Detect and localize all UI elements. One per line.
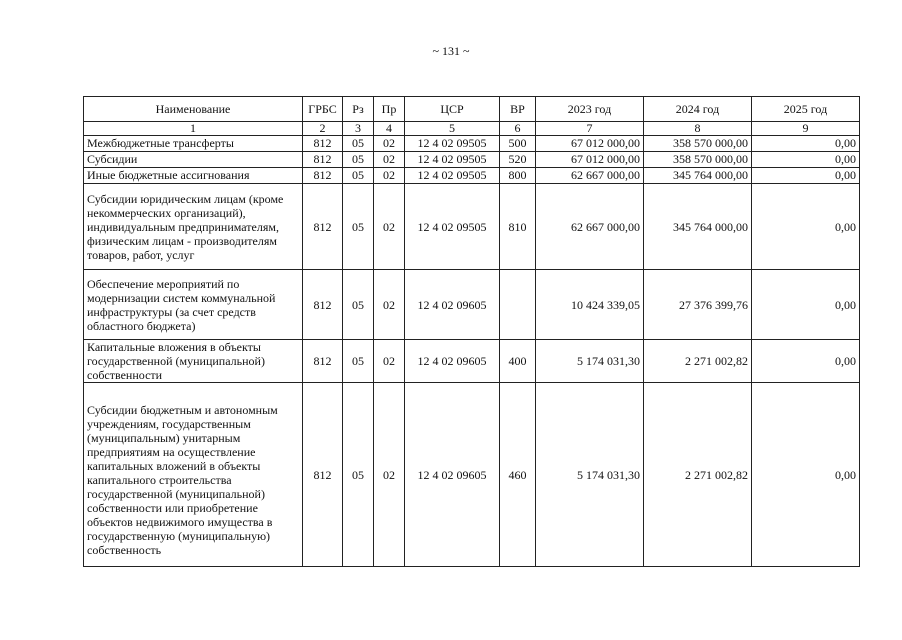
header-pr: Пр [374, 97, 405, 122]
row-pr: 02 [374, 152, 405, 168]
row-pr: 02 [374, 184, 405, 270]
header-2024: 2024 год [644, 97, 752, 122]
row-rz: 05 [343, 270, 374, 340]
row-csr: 12 4 02 09605 [405, 340, 500, 383]
row-2025: 0,00 [752, 184, 860, 270]
row-rz: 05 [343, 136, 374, 152]
row-2024: 27 376 399,76 [644, 270, 752, 340]
row-2023: 10 424 339,05 [536, 270, 644, 340]
row-name: Субсидии юридическим лицам (кроме некоммерческих организаций), индивидуальным предпринимателям, физическим лицам - производителям товаров, работ, услуг [84, 184, 303, 270]
row-name: Иные бюджетные ассигнования [84, 168, 303, 184]
column-number: 1 [84, 122, 303, 136]
row-name-text: Субсидии бюджетным и автономным учреждениям, государственным (муниципальным) унитарным предприятиям на осуществление капитальных вложений в объекты капитального строительства государственной (муниципальной) собственности или приобретение объектов недвижимого имущества в государственную (муниципальную) собственность [87, 402, 278, 557]
row-2025: 0,00 [752, 168, 860, 184]
row-rz: 05 [343, 383, 374, 567]
row-grbs: 812 [303, 136, 343, 152]
row-2025: 0,00 [752, 270, 860, 340]
row-name: Капитальные вложения в объекты государственной (муниципальной) собственности [84, 340, 303, 383]
row-2024: 345 764 000,00 [644, 168, 752, 184]
row-vr [500, 270, 536, 340]
header-row [84, 97, 860, 122]
table-row [84, 136, 860, 152]
header-vr: ВР [500, 97, 536, 122]
table-row [84, 184, 860, 270]
row-csr: 12 4 02 09505 [405, 136, 500, 152]
row-vr: 520 [500, 152, 536, 168]
row-pr: 02 [374, 270, 405, 340]
row-csr: 12 4 02 09505 [405, 152, 500, 168]
row-pr: 02 [374, 340, 405, 383]
row-vr: 400 [500, 340, 536, 383]
row-grbs: 812 [303, 152, 343, 168]
row-vr: 800 [500, 168, 536, 184]
column-number: 4 [374, 122, 405, 136]
row-name [84, 383, 303, 567]
budget-table [83, 96, 860, 567]
column-number: 6 [500, 122, 536, 136]
row-2024: 358 570 000,00 [644, 136, 752, 152]
row-2025: 0,00 [752, 152, 860, 168]
table-row [84, 168, 860, 184]
row-name: Обеспечение мероприятий по модернизации систем коммунальной инфраструктуры (за счет средств областного бюджета) [84, 270, 303, 340]
row-2024: 358 570 000,00 [644, 152, 752, 168]
row-pr: 02 [374, 168, 405, 184]
table-row [84, 152, 860, 168]
row-name: Межбюджетные трансферты [84, 136, 303, 152]
row-2023: 62 667 000,00 [536, 168, 644, 184]
row-rz: 05 [343, 168, 374, 184]
row-csr: 12 4 02 09505 [405, 184, 500, 270]
row-2024: 2 271 002,82 [644, 383, 752, 567]
header-2023: 2023 год [536, 97, 644, 122]
row-2025: 0,00 [752, 340, 860, 383]
column-number: 3 [343, 122, 374, 136]
row-vr: 810 [500, 184, 536, 270]
row-csr: 12 4 02 09605 [405, 383, 500, 567]
row-2025: 0,00 [752, 136, 860, 152]
row-rz: 05 [343, 184, 374, 270]
row-2023: 67 012 000,00 [536, 136, 644, 152]
row-grbs: 812 [303, 168, 343, 184]
row-rz: 05 [343, 340, 374, 383]
column-number-row [84, 122, 860, 136]
column-number: 9 [752, 122, 860, 136]
header-name: Наименование [84, 97, 303, 122]
row-2023: 67 012 000,00 [536, 152, 644, 168]
row-2024: 345 764 000,00 [644, 184, 752, 270]
row-grbs: 812 [303, 270, 343, 340]
page-number: ~ 131 ~ [432, 44, 470, 58]
row-2023: 62 667 000,00 [536, 184, 644, 270]
row-pr: 02 [374, 136, 405, 152]
table-row [84, 340, 860, 383]
row-csr: 12 4 02 09505 [405, 168, 500, 184]
row-rz: 05 [343, 152, 374, 168]
row-vr: 460 [500, 383, 536, 567]
row-2025: 0,00 [752, 383, 860, 567]
row-grbs: 812 [303, 340, 343, 383]
row-csr: 12 4 02 09605 [405, 270, 500, 340]
row-name: Субсидии [84, 152, 303, 168]
row-2024: 2 271 002,82 [644, 340, 752, 383]
row-grbs: 812 [303, 184, 343, 270]
row-2023: 5 174 031,30 [536, 383, 644, 567]
table-row [84, 270, 860, 340]
header-rz: Рз [343, 97, 374, 122]
header-2025: 2025 год [752, 97, 860, 122]
row-vr: 500 [500, 136, 536, 152]
column-number: 2 [303, 122, 343, 136]
header-grbs: ГРБС [303, 97, 343, 122]
row-grbs: 812 [303, 383, 343, 567]
row-2023: 5 174 031,30 [536, 340, 644, 383]
column-number: 7 [536, 122, 644, 136]
column-number: 8 [644, 122, 752, 136]
row-pr: 02 [374, 383, 405, 567]
table-row [84, 383, 860, 567]
header-csr: ЦСР [405, 97, 500, 122]
column-number: 5 [405, 122, 500, 136]
